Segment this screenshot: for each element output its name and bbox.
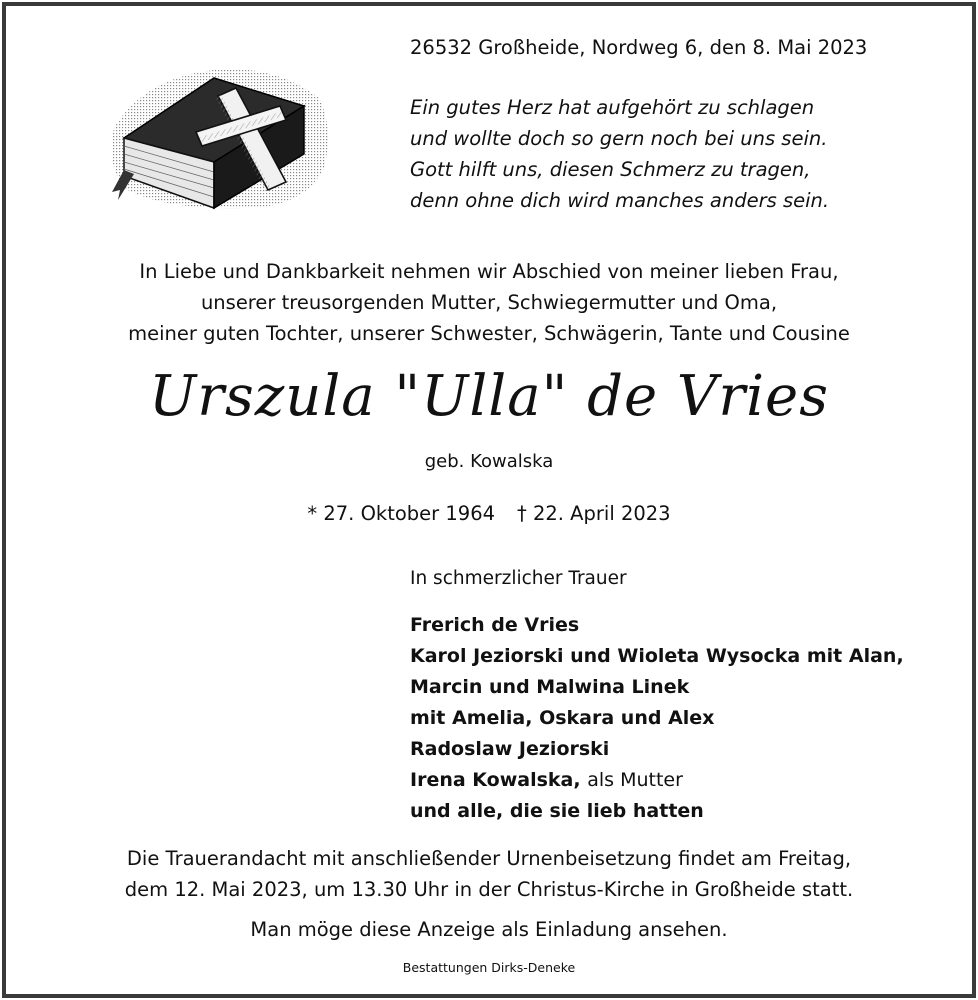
deceased-name: Urszula "Ulla" de Vries bbox=[149, 364, 829, 429]
place-date: 26532 Großheide, Nordweg 6, den 8. Mai 2023 bbox=[410, 36, 868, 59]
mourner-line: Marcin und Malwina Linek bbox=[410, 676, 690, 698]
intro-line: unserer treusorgenden Mutter, Schwiegermutter und Oma, bbox=[200, 291, 778, 314]
death-date: † 22. April 2023 bbox=[517, 502, 671, 525]
ceremony-line: Die Trauerandacht mit anschließender Urnenbeisetzung findet am Freitag, bbox=[126, 847, 852, 870]
birth-date: * 27. Oktober 1964 bbox=[307, 502, 496, 525]
intro-line: meiner guten Tochter, unserer Schwester, Schwägerin, Tante und Cousine bbox=[128, 322, 850, 345]
mourner-line: Radoslaw Jeziorski bbox=[410, 738, 610, 760]
ceremony-line: dem 12. Mai 2023, um 13.30 Uhr in der Christus-Kirche in Großheide statt. bbox=[124, 878, 854, 901]
invitation-text: Man möge diese Anzeige als Einladung ansehen. bbox=[250, 918, 728, 941]
ceremony-text bbox=[0, 843, 978, 905]
poem bbox=[410, 92, 829, 216]
mourner-line: Karol Jeziorski und Wioleta Wysocka mit Alan, bbox=[410, 645, 904, 667]
mourner-line: mit Amelia, Oskara und Alex bbox=[410, 707, 715, 729]
bible-with-cross-icon bbox=[104, 58, 336, 214]
mourning-heading: In schmerzlicher Trauer bbox=[410, 568, 627, 589]
intro-line: In Liebe und Dankbarkeit nehmen wir Abschied von meiner lieben Frau, bbox=[139, 260, 839, 283]
mourner-closing: und alle, die sie lieb hatten bbox=[410, 800, 704, 822]
intro-text bbox=[0, 256, 978, 349]
mourners-list bbox=[410, 610, 904, 827]
poem-line: Ein gutes Herz hat aufgehört zu schlagen bbox=[410, 96, 815, 119]
mourner-line: Frerich de Vries bbox=[410, 614, 580, 636]
poem-line: denn ohne dich wird manches anders sein. bbox=[410, 189, 830, 212]
mother-name: Irena Kowalska, bbox=[410, 769, 581, 791]
poem-line: Gott hilft uns, diesen Schmerz zu tragen, bbox=[410, 158, 811, 181]
mourner-line-mother bbox=[410, 765, 904, 796]
undertaker-name: Bestattungen Dirks-Deneke bbox=[402, 960, 576, 975]
birth-name: geb. Kowalska bbox=[424, 451, 554, 472]
mother-role: als Mutter bbox=[587, 769, 683, 791]
poem-line: und wollte doch so gern noch bei uns sein. bbox=[410, 127, 828, 150]
life-dates bbox=[0, 502, 978, 525]
